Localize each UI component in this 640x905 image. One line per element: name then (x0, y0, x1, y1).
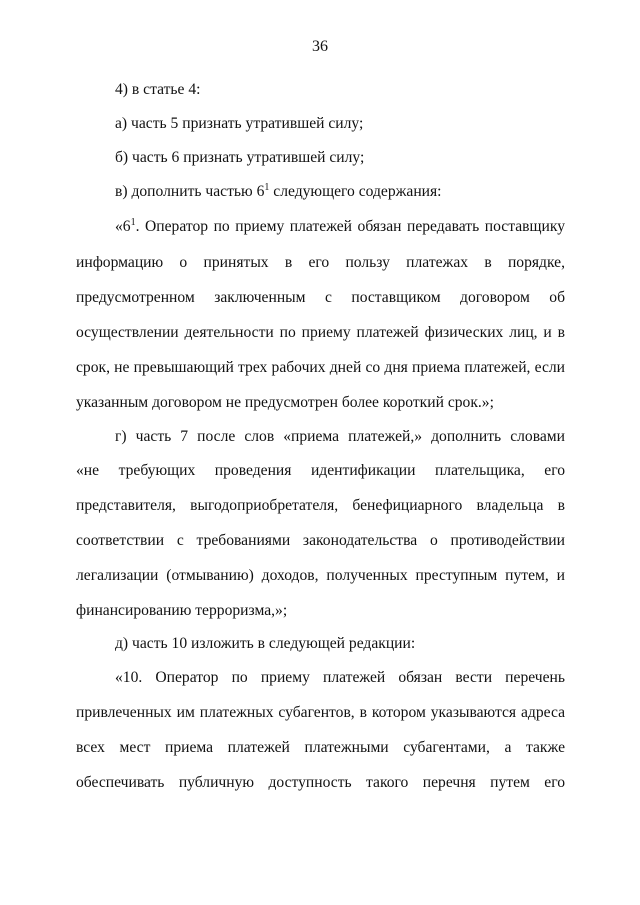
text-line: легализации (отмыванию) доходов, полученных преступным путем, и (76, 567, 565, 584)
text-line: 4) в статье 4: (115, 81, 201, 98)
text-line: срок, не превышающий трех рабочих дней со дня приема платежей, если (76, 359, 565, 376)
page-number: 36 (312, 38, 328, 55)
text-line: предусмотренном заключенным с поставщиком договором об (76, 289, 565, 306)
text-line: привлеченных им платежных субагентов, в котором указываются адреса (76, 704, 565, 721)
text-line: а) часть 5 признать утратившей силу; (115, 115, 364, 132)
text-line: «не требующих проведения идентификации плательщика, его (76, 462, 565, 479)
text-line: обеспечивать публичную доступность такого перечня путем его (76, 774, 565, 791)
text-line: информацию о принятых в его пользу платежах в порядке, (76, 254, 565, 271)
text-line: в) дополнить частью $6^1$ следующего содержания: (115, 182, 442, 200)
text-line: представителя, выгодоприобретателя, бенефициарного владельца в (76, 497, 565, 514)
text-line: осуществлении деятельности по приему платежей физических лиц, и в (76, 324, 565, 341)
text-line: «$6^1$. Оператор по приему платежей обязан передавать поставщику (115, 217, 565, 235)
text-line: указанным договором не предусмотрен более короткий срок.»; (76, 394, 494, 411)
text-line: «10. Оператор по приему платежей обязан вести перечень (115, 669, 565, 686)
text-line: б) часть 6 признать утратившей силу; (115, 149, 365, 166)
text-line: соответствии с требованиями законодательства о противодействии (76, 532, 565, 549)
text-line: всех мест приема платежей платежными субагентами, а также (76, 739, 565, 756)
text-line: финансированию терроризма,»; (76, 602, 288, 619)
text-line: д) часть 10 изложить в следующей редакции: (115, 635, 416, 652)
text-line: г) часть 7 после слов «приема платежей,» дополнить словами (115, 428, 565, 445)
